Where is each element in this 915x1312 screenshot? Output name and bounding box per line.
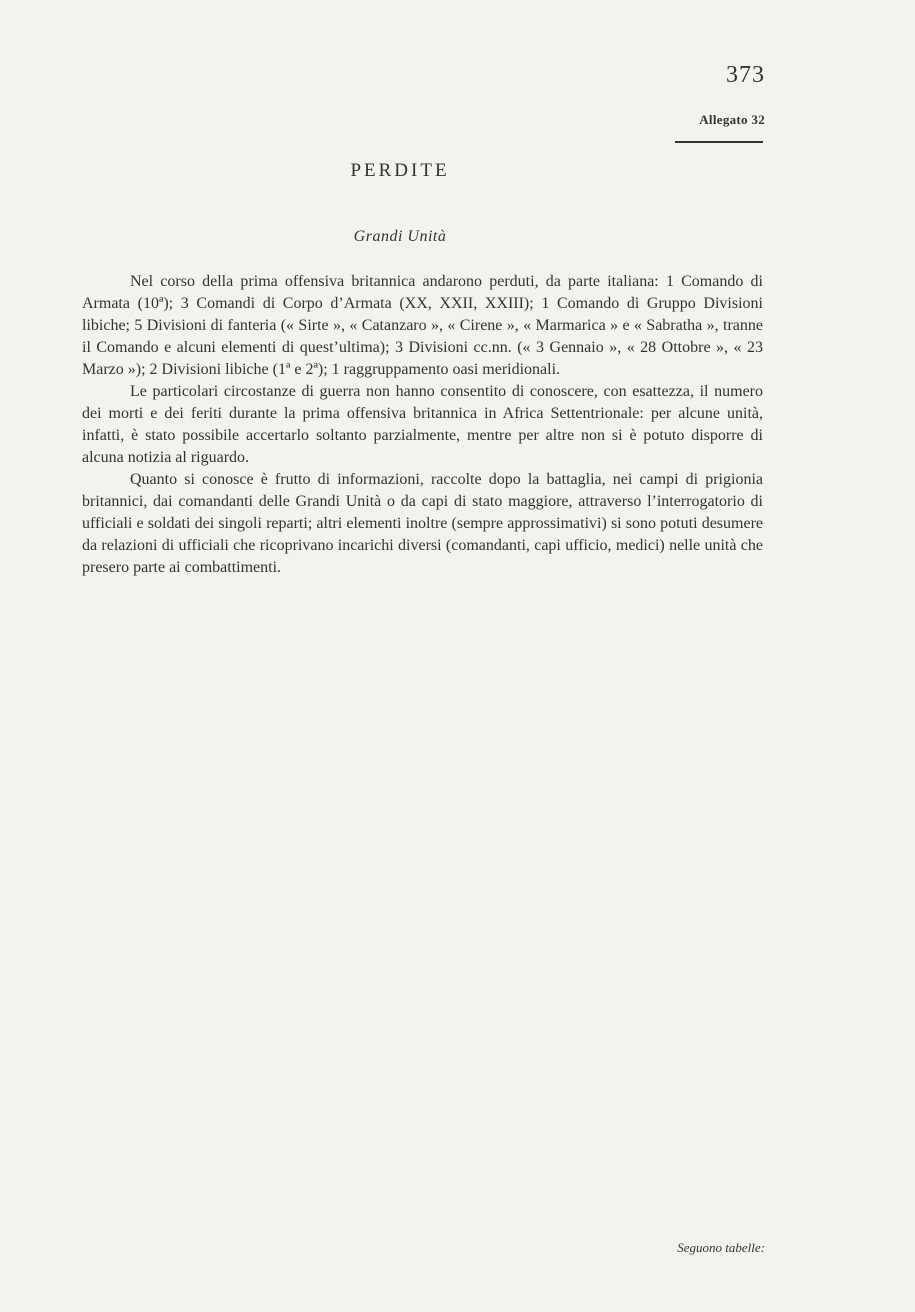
footer-note: Seguono tabelle: <box>677 1240 765 1255</box>
paragraph: Nel corso della prima offensiva britannica andarono perduti, da parte italiana: 1 Comando di Armata (10ª); 3 Comandi di Corpo d’Armata (XX, XXII, XXIII); 1 Comando di Gruppo Divisioni libiche; 5 Divisioni di fanteria (« Sirte », « Catanzaro », « Cirene », « Marmarica » e « Sabratha », tranne il Comando e alcuni elementi di quest’ultima); 3 Divisioni cc.nn. (« 3 Gennaio », « 28 Ottobre », « 23 Marzo »); 2 Divisioni libiche (1ª e 2ª); 1 raggruppamento oasi meridionali. <box>82 273 763 378</box>
section-title: PERDITE <box>350 160 450 181</box>
body-text <box>82 271 763 579</box>
section-subtitle: Grandi Unità <box>353 228 447 245</box>
annex-label: Allegato 32 <box>699 112 765 127</box>
paragraph: Le particolari circostanze di guerra non hanno consentito di conoscere, con esattezza, il numero dei morti e dei feriti durante la prima offensiva britannica in Africa Settentrionale: per alcune unità, infatti, è stato possibile accertarlo soltanto parzialmente, mentre per altre non si è potuto disporre di alcuna notizia al riguardo. <box>82 383 763 466</box>
annex-underline <box>675 141 763 143</box>
page-number: 373 <box>726 62 765 88</box>
paragraph: Quanto si conosce è frutto di informazioni, raccolte dopo la battaglia, nei campi di prigionia britannici, dai comandanti delle Grandi Unità o da capi di stato maggiore, attraverso l’interrogatorio di ufficiali e soldati dei singoli reparti; altri elementi inoltre (sempre approssimativi) si sono potuti desumere da relazioni di ufficiali che ricoprivano incarichi diversi (comandanti, capi ufficio, medici) nelle unità che presero parte ai combattimenti. <box>82 471 763 576</box>
